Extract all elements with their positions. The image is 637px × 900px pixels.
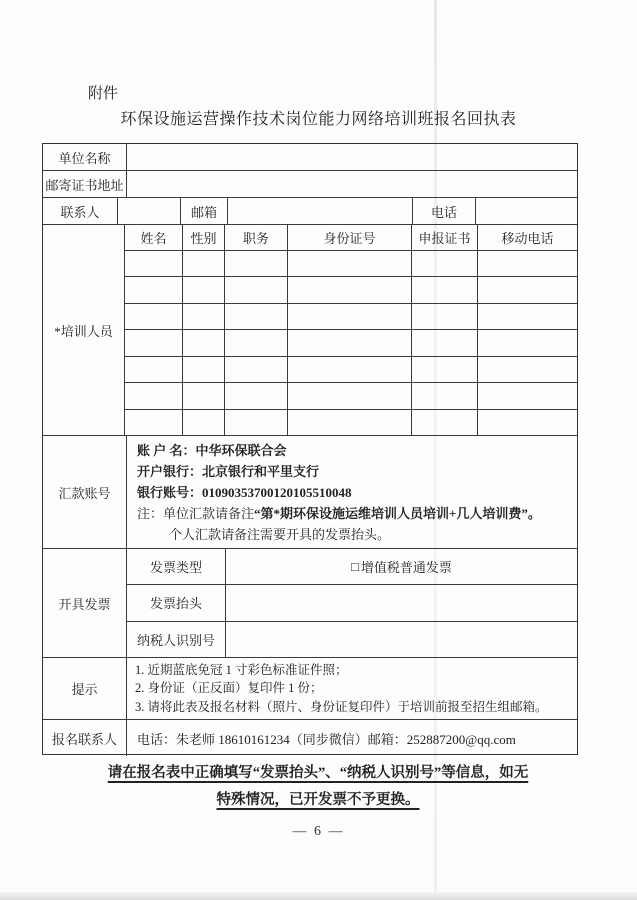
tips-content [127, 658, 577, 719]
personnel-input-cell [412, 330, 478, 355]
invoice-title-input-cell [226, 585, 577, 620]
tips-label: 提示 [43, 658, 127, 719]
footer-note-line-2: 特殊情况，已开发票不予更换。 [216, 792, 420, 808]
personnel-input-cell [288, 277, 412, 302]
personnel-input-cell [183, 410, 225, 435]
personnel-section [43, 225, 577, 436]
header-certificate: 申报证书 [412, 225, 478, 250]
bank-line: 开户银行：北京银行和平里支行 [137, 463, 320, 479]
personnel-input-cell [183, 251, 225, 276]
personnel-empty-row [125, 330, 577, 356]
footer-note [58, 760, 578, 814]
mailing-address-row [43, 171, 577, 198]
personnel-input-cell [125, 304, 183, 329]
header-mobile: 移动电话 [501, 231, 554, 246]
personnel-empty-row [125, 251, 577, 277]
header-position: 职务 [225, 225, 288, 250]
personnel-input-cell [125, 357, 183, 382]
personnel-input-cell [125, 330, 183, 355]
note-quoted: “第*期环保设施运维培训人员培训+几人培训费”。 [254, 505, 541, 521]
remittance-label: 汇款账号 [43, 436, 127, 548]
invoice-type-row [127, 549, 577, 585]
personnel-input-cell [225, 304, 288, 329]
personnel-input-cell [125, 277, 183, 302]
personnel-input-cell [225, 410, 288, 435]
personnel-label: *培训人员 [43, 225, 125, 435]
registration-contact-row [43, 720, 577, 756]
personnel-input-cell [412, 410, 478, 435]
personnel-input-cell [412, 383, 478, 408]
personnel-input-cell [183, 277, 225, 302]
registration-form-table [42, 143, 578, 755]
personnel-input-cell [288, 304, 412, 329]
mailing-address-label: 邮寄证书地址 [43, 171, 127, 197]
personnel-input-cell [478, 383, 577, 408]
phone-input-cell [476, 198, 577, 224]
checkbox-unchecked-icon: □ [351, 558, 359, 574]
personnel-input-cell [412, 304, 478, 329]
personnel-input-cell [183, 304, 225, 329]
unit-name-input-cell [127, 144, 577, 170]
taxpayer-id-row [127, 622, 577, 657]
personnel-empty-row [125, 410, 577, 435]
personnel-input-cell [412, 251, 478, 276]
email-label: 邮箱 [181, 198, 228, 224]
personnel-input-cell [288, 357, 412, 382]
personnel-input-cell [183, 330, 225, 355]
personnel-input-cell [288, 410, 412, 435]
page-number: — 6 — [292, 824, 345, 839]
account-name-line: 账 户 名：中华环保联合会 [137, 442, 287, 458]
personnel-input-cell [225, 330, 288, 355]
personnel-grid [125, 225, 577, 435]
invoice-section [43, 549, 577, 658]
personnel-input-cell [288, 330, 412, 355]
tips-line-3: 3. 请将此表及报名材料（照片、身份证复印件）于培训前报至招生组邮箱。 [135, 699, 548, 714]
personnel-input-cell [288, 383, 412, 408]
personnel-input-cell [225, 277, 288, 302]
personnel-empty-row [125, 304, 577, 330]
mailing-address-input-cell [127, 171, 577, 197]
header-gender: 性别 [183, 225, 225, 250]
personnel-input-cell [125, 410, 183, 435]
registration-contact-label: 报名联系人 [43, 720, 127, 756]
personnel-input-cell [478, 357, 577, 382]
personnel-empty-row [125, 383, 577, 409]
remittance-section [43, 436, 577, 549]
personnel-input-cell [225, 357, 288, 382]
remittance-content [127, 436, 577, 548]
personnel-input-cell [225, 251, 288, 276]
tips-section [43, 658, 577, 720]
invoice-label: 开具发票 [43, 549, 127, 657]
phone-label: 电话 [413, 198, 476, 224]
contact-input-cell [118, 198, 181, 224]
personnel-input-cell [478, 251, 577, 276]
unit-name-label: 单位名称 [43, 144, 127, 170]
personnel-input-cell [478, 410, 577, 435]
personnel-input-cell [412, 357, 478, 382]
header-id-number: 身份证号 [288, 225, 412, 250]
tips-line-2: 2. 身份证（正反面）复印件 1 份； [135, 681, 323, 696]
remittance-note-line2: 个人汇款请备注需要开具的发票抬头。 [169, 526, 391, 542]
invoice-title-label: 发票抬头 [127, 585, 226, 620]
personnel-input-cell [478, 304, 577, 329]
remittance-note-line1 [137, 503, 541, 524]
invoice-grid [127, 549, 577, 657]
personnel-input-cell [478, 330, 577, 355]
note-prefix: 注：单位汇款请备注 [137, 505, 255, 521]
personnel-empty-rows [125, 251, 577, 435]
unit-name-row [43, 144, 577, 171]
personnel-input-cell [412, 277, 478, 302]
invoice-type-option: 增值税普通发票 [360, 560, 452, 576]
personnel-input-cell [288, 251, 412, 276]
personnel-input-cell [183, 383, 225, 408]
scan-bottom-edge-artifact [0, 892, 637, 900]
tips-line-1: 1. 近期蓝底免冠 1 寸彩色标准证件照； [135, 662, 348, 677]
personnel-input-cell [125, 251, 183, 276]
personnel-empty-row [125, 277, 577, 303]
personnel-header-row [125, 225, 577, 251]
attachment-label: 附件 [88, 86, 119, 102]
account-number-line: 银行账号：01090353700120105510048 [137, 484, 352, 500]
registration-contact-value: 电话：朱老师 18610161234（同步微信）邮箱：252887200@qq.com [137, 731, 516, 747]
contact-row [43, 198, 577, 225]
taxpayer-id-label: 纳税人识别号 [127, 622, 226, 657]
personnel-input-cell [225, 383, 288, 408]
personnel-empty-row [125, 357, 577, 383]
header-name: 姓名 [125, 225, 183, 250]
contact-label: 联系人 [43, 198, 118, 224]
personnel-input-cell [183, 357, 225, 382]
taxpayer-id-input-cell [226, 622, 577, 657]
personnel-input-cell [125, 383, 183, 408]
email-input-cell [228, 198, 413, 224]
invoice-type-label: 发票类型 [127, 549, 226, 584]
personnel-input-cell [478, 277, 577, 302]
form-title: 环保设施运营操作技术岗位能力网络培训班报名回执表 [120, 111, 517, 128]
invoice-type-value [226, 549, 577, 584]
footer-note-line-1: 请在报名表中正确填写“发票抬头”、“纳税人识别号”等信息，如无 [107, 765, 529, 781]
invoice-title-row [127, 585, 577, 621]
